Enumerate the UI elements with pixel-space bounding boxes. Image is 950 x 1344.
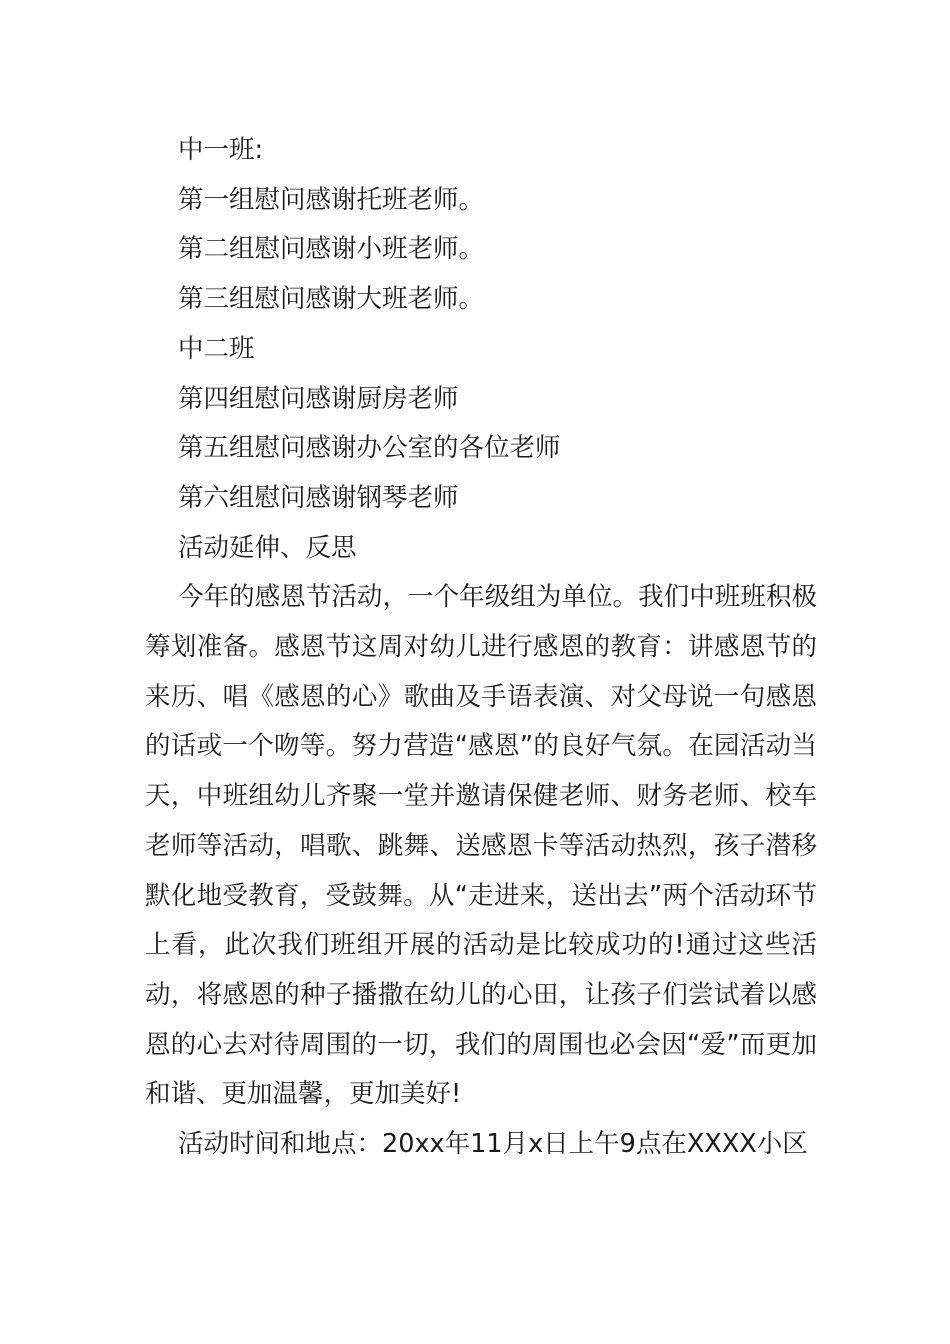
reflection-paragraph: 今年的感恩节活动，一个年级组为单位。我们中班班积极筹划准备。感恩节这周对幼儿进行感恩的教育：讲感恩节的来历、唱《感恩的心》歌曲及手语表演、对父母说一句感恩的话或一个吻等。努力营造“感恩”的良好气氛。在园活动当天，中班组幼儿齐聚一堂并邀请保健老师、财务老师、校车老师等活动，唱歌、跳舞、送感恩卡等活动热烈，孩子潜移默化地受教育，受鼓舞。从“走进来，送出去”两个活动环节上看，此次我们班组开展的活动是比较成功的!通过这些活动，将感恩的种子播撒在幼儿的心田，让孩子们尝试着以感恩的心去对待周围的一切，我们的周围也必会因“爱”而更加和谐、更加温馨，更加美好! [145, 582, 817, 1110]
group-line: 第五组慰问感谢办公室的各位老师 [178, 433, 561, 464]
group-line: 第三组慰问感谢大班老师。 [178, 284, 485, 315]
time-place-paragraph: 活动时间和地点：20xx年11月x日上午9点在XXXX小区 [178, 1129, 808, 1160]
section-heading: 活动延伸、反思 [178, 532, 357, 563]
document-body [145, 126, 817, 1170]
class-heading-1: 中一班: [178, 135, 264, 165]
group-line: 第一组慰问感谢托班老师。 [178, 184, 485, 215]
group-line: 第四组慰问感谢厨房老师 [178, 383, 459, 414]
group-line: 第二组慰问感谢小班老师。 [178, 234, 485, 265]
class-heading-2: 中二班 [178, 333, 255, 364]
group-line: 第六组慰问感谢钢琴老师 [178, 482, 459, 513]
